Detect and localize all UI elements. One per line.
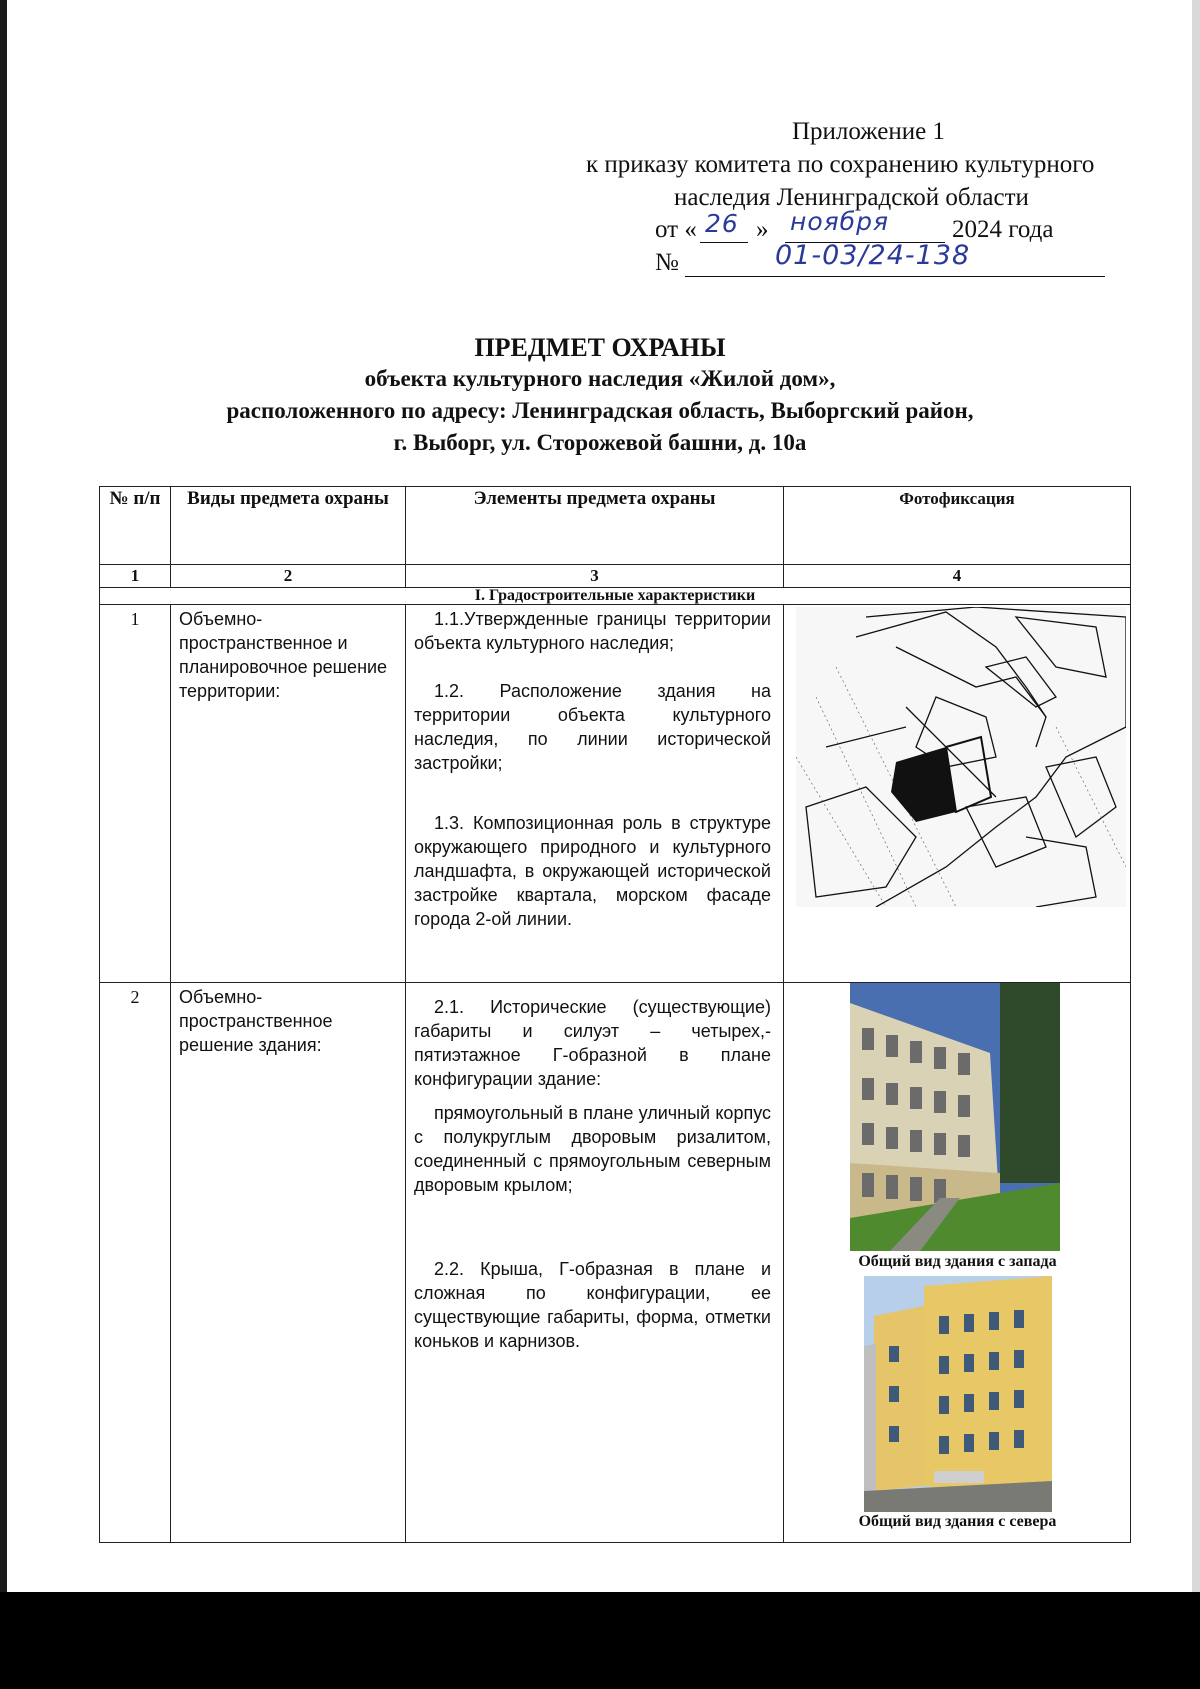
date-prefix: от « — [655, 216, 697, 243]
number-value: 01-03/24-138 — [775, 240, 971, 271]
photo-cell — [784, 605, 1131, 983]
date-day: 26 — [705, 209, 739, 238]
row-type: Объемно-пространственное решение здания: — [171, 983, 406, 1543]
table-row — [100, 983, 1131, 1543]
header-elements: Элементы предмета охраны — [406, 487, 784, 565]
row-number: 1 — [100, 605, 171, 983]
header-photo: Фотофиксация — [784, 487, 1131, 565]
column-number: 4 — [784, 565, 1131, 588]
element-item: 1.1.Утвержденные границы территории объекта культурного наследия; — [414, 609, 771, 653]
row-number: 2 — [100, 983, 171, 1543]
section-title: I. Градостроительные характеристики — [100, 588, 1131, 605]
column-number: 3 — [406, 565, 784, 588]
cadastral-map-image — [796, 607, 1126, 907]
scan-left-edge — [0, 0, 7, 1689]
north-view-photo — [864, 1276, 1052, 1512]
scan-bottom-bar — [0, 1592, 1200, 1689]
row-elements — [406, 983, 784, 1543]
header-number: № п/п — [100, 487, 171, 565]
column-number-row — [100, 565, 1131, 588]
element-item: 1.2. Расположение здания на территории объекта культурного наследия, по линии исторической застройки; — [414, 681, 771, 773]
west-view-photo — [850, 983, 1060, 1251]
committee-name: наследия Ленинградской области — [674, 184, 1029, 211]
element-item: 2.1. Исторические (существующие) габариты и силуэт – четырех,- пятиэтажное Г-образной в плане конфигурации здание: — [414, 997, 771, 1089]
appendix-label: Приложение 1 — [792, 118, 945, 145]
document-subtitle-3: г. Выборг, ул. Сторожевой башни, д. 10а — [393, 430, 807, 455]
header-type: Виды предмета охраны — [171, 487, 406, 565]
column-number: 1 — [100, 565, 171, 588]
date-day-underline — [700, 242, 748, 243]
scan-right-edge — [1192, 0, 1200, 1592]
column-number: 2 — [171, 565, 406, 588]
document-title: ПРЕДМЕТ ОХРАНЫ — [474, 333, 726, 362]
protection-subject-table — [99, 486, 1131, 1543]
table-row — [100, 605, 1131, 983]
date-month: ноября — [790, 207, 890, 236]
element-item: 2.2. Крыша, Г-образная в плане и сложная по конфигурации, ее существующие габариты, форма, отметки коньков и карнизов. — [414, 1259, 771, 1351]
date-mid: » — [756, 216, 769, 243]
order-reference: к приказу комитета по сохранению культурного — [586, 151, 1095, 178]
number-label: № — [655, 249, 679, 276]
document-subtitle-1: объекта культурного наследия «Жилой дом», — [364, 366, 836, 391]
row-elements — [406, 605, 784, 983]
element-item: прямоугольный в плане уличный корпус с полукруглым дворовым ризалитом, соединенный с прямоугольным северным дворовым крылом; — [414, 1103, 771, 1195]
photo-caption: Общий вид здания с запада — [858, 1253, 1057, 1270]
photo-caption: Общий вид здания с севера — [858, 1513, 1057, 1530]
table-header-row — [100, 487, 1131, 565]
element-item: 1.3. Композиционная роль в структуре окружающего природного и культурного ландшафта, в окружающей исторической застройке квартала, морском фасаде города 2-ой линии. — [414, 813, 771, 929]
section-row — [100, 588, 1131, 605]
row-type: Объемно-пространственное и планировочное решение территории: — [171, 605, 406, 983]
photo-cell — [784, 983, 1131, 1543]
date-year: 2024 года — [952, 216, 1054, 243]
document-subtitle-2: расположенного по адресу: Ленинградская область, Выборгский район, — [226, 398, 974, 423]
number-underline — [685, 276, 1105, 277]
